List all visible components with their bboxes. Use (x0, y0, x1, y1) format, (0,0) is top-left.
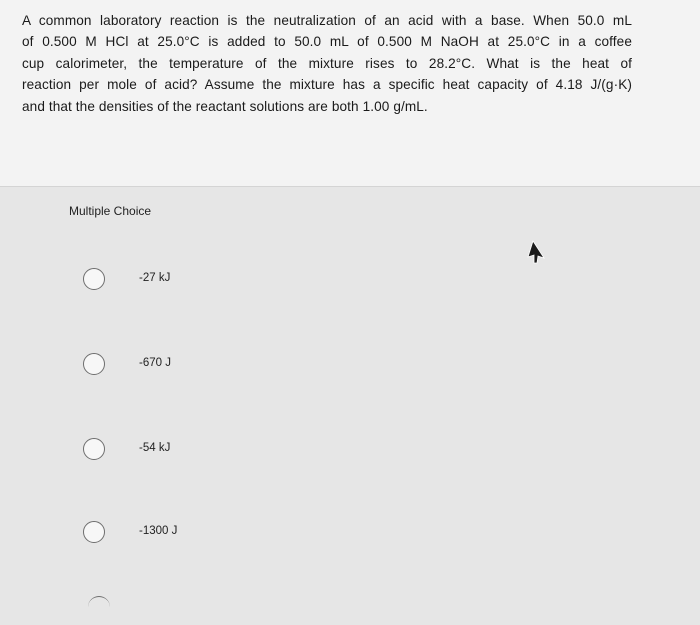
answer-option-3[interactable] (83, 438, 383, 464)
answer-option-2[interactable] (83, 353, 383, 379)
radio-button-icon[interactable] (83, 521, 105, 543)
answer-option-label: -27 kJ (139, 272, 171, 284)
mouse-pointer-icon (524, 240, 546, 264)
question-text (22, 10, 632, 117)
question-line: of 0.500 M HCl at 25.0°C is added to 50.0 mL of 0.500 M NaOH at 25.0°C in a coffee (22, 34, 632, 50)
question-line: reaction per mole of acid? Assume the mixture has a specific heat capacity of 4.18 J/(g·K) (22, 77, 632, 93)
answer-option-label: -670 J (139, 357, 171, 369)
answer-option-4[interactable] (83, 521, 383, 547)
partial-radio-button-icon (88, 596, 110, 618)
radio-button-icon[interactable] (83, 268, 105, 290)
radio-button-icon[interactable] (83, 353, 105, 375)
answer-option-1[interactable] (83, 268, 383, 294)
question-line: A common laboratory reaction is the neutralization of an acid with a base. When 50.0 mL (22, 13, 632, 28)
question-line: and that the densities of the reactant solutions are both 1.00 g/mL. (22, 98, 428, 114)
answer-option-label: -1300 J (139, 525, 178, 537)
radio-button-icon[interactable] (83, 438, 105, 460)
question-line: cup calorimeter, the temperature of the mixture rises to 28.2°C. What is the heat of (22, 55, 632, 71)
multiple-choice-panel (0, 186, 700, 625)
answer-option-label: -54 kJ (139, 442, 171, 454)
question-area (0, 0, 700, 186)
multiple-choice-label: Multiple Choice (69, 204, 152, 218)
